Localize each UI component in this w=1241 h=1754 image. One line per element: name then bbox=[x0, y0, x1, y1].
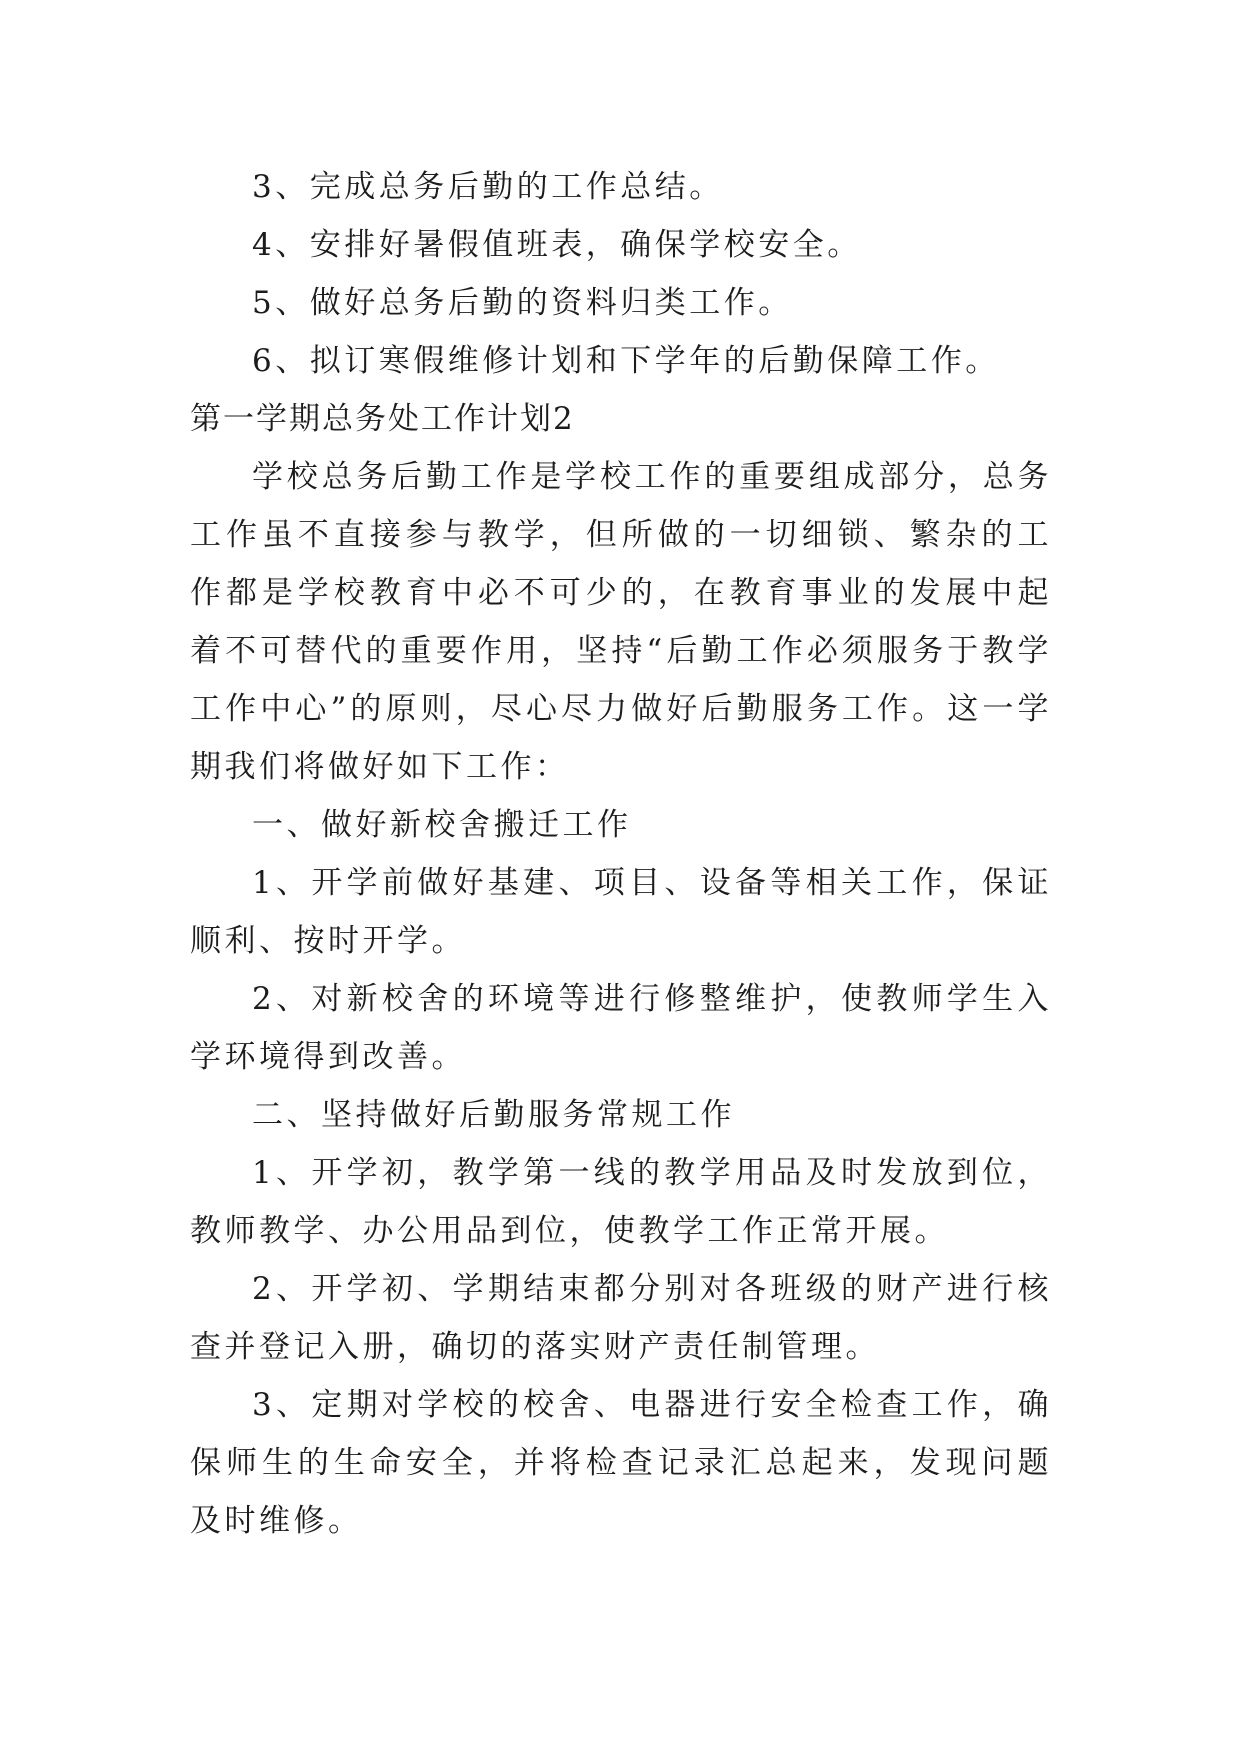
list-item: 4、安排好暑假值班表，确保学校安全。 bbox=[252, 227, 862, 263]
list-item: 1、开学初，教学第一线的教学用品及时发放到位，教师教学、办公用品到位，使教学工作正常开展。 bbox=[190, 1155, 1052, 1249]
document-body bbox=[190, 158, 1052, 1550]
list-item: 1、开学前做好基建、项目、设备等相关工作，保证顺利、按时开学。 bbox=[190, 865, 1052, 959]
list-item: 5、做好总务后勤的资料归类工作。 bbox=[252, 285, 793, 321]
list-item: 3、定期对学校的校舍、电器进行安全检查工作，确保师生的生命安全，并将检查记录汇总起来，发现问题及时维修。 bbox=[190, 1387, 1052, 1539]
part-heading: 二、坚持做好后勤服务常规工作 bbox=[252, 1097, 735, 1133]
list-item: 2、对新校舍的环境等进行修整维护，使教师学生入学环境得到改善。 bbox=[190, 981, 1052, 1075]
intro-paragraph: 学校总务后勤工作是学校工作的重要组成部分，总务工作虽不直接参与教学，但所做的一切细锁、繁杂的工作都是学校教育中必不可少的，在教育事业的发展中起着不可替代的重要作用，坚持“后勤工作必须服务于教学工作中心”的原则，尽心尽力做好后勤服务工作。这一学期我们将做好如下工作： bbox=[190, 459, 1052, 785]
list-item: 2、开学初、学期结束都分别对各班级的财产进行核查并登记入册，确切的落实财产责任制管理。 bbox=[190, 1271, 1052, 1365]
list-item: 6、拟订寒假维修计划和下学年的后勤保障工作。 bbox=[252, 343, 1000, 379]
list-item: 3、完成总务后勤的工作总结。 bbox=[252, 169, 724, 205]
part-heading: 一、做好新校舍搬迁工作 bbox=[252, 807, 632, 843]
section-title: 第一学期总务处工作计划2 bbox=[190, 401, 575, 437]
